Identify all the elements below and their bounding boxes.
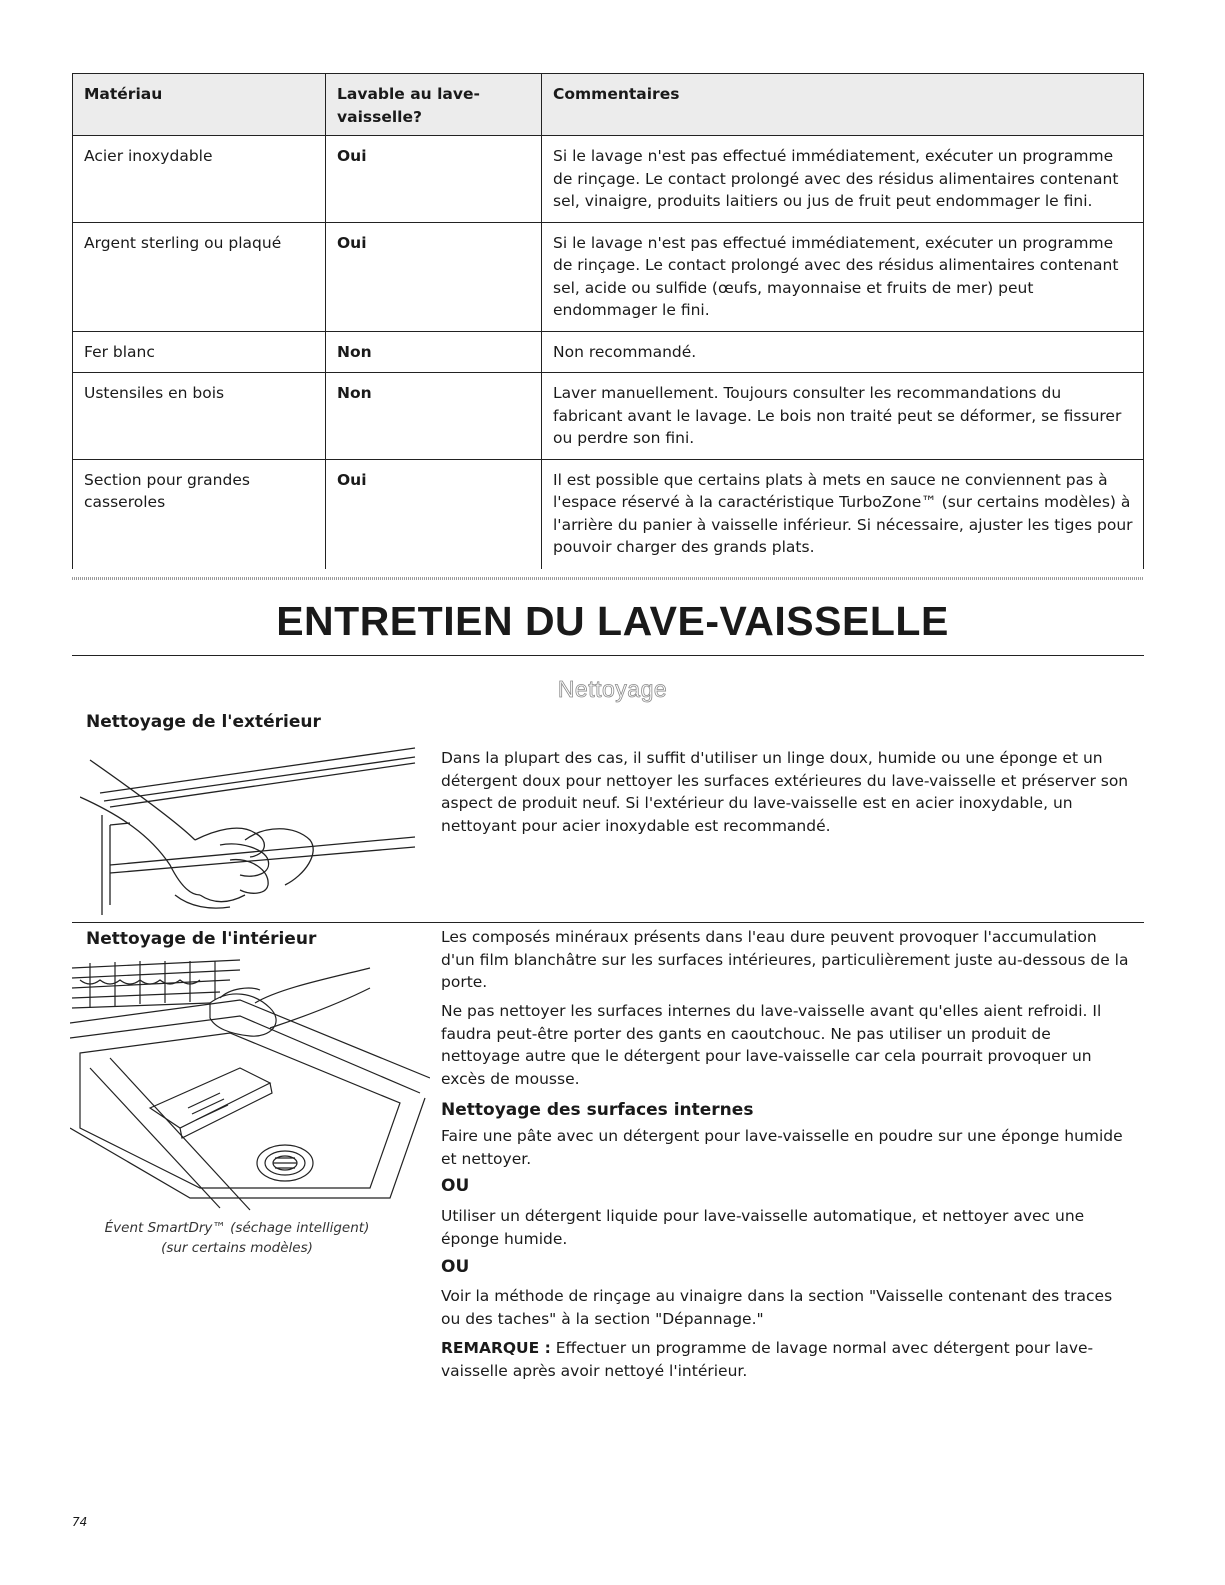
material-cell: Section pour grandes casseroles — [73, 459, 326, 569]
washable-cell: Non — [326, 373, 542, 460]
material-cell: Ustensiles en bois — [73, 373, 326, 460]
washable-cell: Oui — [326, 136, 542, 223]
table-row — [73, 222, 1144, 331]
interior-heading: Nettoyage de l'intérieur — [86, 929, 317, 949]
interior-cleaning-illustration — [70, 958, 430, 1213]
comment-cell: Il est possible que certains plats à mets en sauce ne conviennent pas à l'espace réservé à la caractéristique TurboZone™ (sur certains modèles) à l'arrière du panier à vaisselle inférieur. Si nécessaire, ajuster les tiges pour pouvoir charger des grands plats. — [542, 459, 1144, 569]
washable-cell: Oui — [326, 459, 542, 569]
exterior-heading: Nettoyage de l'extérieur — [86, 712, 321, 732]
material-cell: Acier inoxydable — [73, 136, 326, 223]
exterior-divider — [72, 922, 1144, 923]
or-label-2: OU — [441, 1257, 470, 1277]
comment-cell: Non recommandé. — [542, 331, 1144, 373]
note-label: REMARQUE : — [441, 1339, 551, 1357]
page-number: 74 — [72, 1515, 88, 1529]
table-row — [73, 459, 1144, 569]
washable-cell: Non — [326, 331, 542, 373]
section-divider — [72, 655, 1144, 656]
table-row — [73, 136, 1144, 223]
comment-cell: Si le lavage n'est pas effectué immédiatement, exécuter un programme de rinçage. Le contact prolongé avec des résidus alimentaires contenant sel, acide ou sulfide (œufs, mayonnaise et fruits de mer) peut endommager le fini. — [542, 222, 1144, 331]
caption-line-2: (sur certains modèles) — [161, 1240, 313, 1256]
interior-paragraph-2: Ne pas nettoyer les surfaces internes du lave-vaisselle avant qu'elles aient refroidi. Il faudra peut-être porter des gants en caoutchouc. Ne pas utiliser un produit de nettoyage autre que le détergent pour lave-vaisselle car cela pourrait provoquer un excès de mousse. — [441, 1002, 1102, 1088]
materials-table — [72, 73, 1144, 569]
interior-paragraph-1: Les composés minéraux présents dans l'eau dure peuvent provoquer l'accumulation d'un film blanchâtre sur les surfaces intérieures, particulièrement juste au-dessous de la porte. — [441, 928, 1129, 991]
table-row — [73, 373, 1144, 460]
header-comments: Commentaires — [542, 74, 1144, 136]
option-3-text: Voir la méthode de rinçage au vinaigre dans la section "Vaisselle contenant des traces ou des taches" à la section "Dépannage." — [441, 1287, 1113, 1328]
comment-cell: Laver manuellement. Toujours consulter les recommandations du fabricant avant le lavage. Le bois non traité peut se déformer, se fissurer ou perdre son fini. — [542, 373, 1144, 460]
table-bottom-rule — [72, 577, 1144, 580]
washable-cell: Oui — [326, 222, 542, 331]
table-row — [73, 331, 1144, 373]
option-2-text: Utiliser un détergent liquide pour lave-vaisselle automatique, et nettoyer avec une éponge humide. — [441, 1207, 1085, 1248]
or-label-1: OU — [441, 1176, 470, 1196]
note-text: Effectuer un programme de lavage normal avec détergent pour lave-vaisselle après avoir nettoyé l'intérieur. — [441, 1339, 1094, 1380]
caption-line-1: Évent SmartDry™ (séchage intelligent) — [104, 1220, 370, 1236]
exterior-cleaning-illustration — [80, 745, 420, 920]
figure-caption — [72, 1218, 402, 1258]
material-cell: Fer blanc — [73, 331, 326, 373]
exterior-text: Dans la plupart des cas, il suffit d'utiliser un linge doux, humide ou une éponge et un détergent doux pour nettoyer les surfaces extérieures du lave-vaisselle et préserver son aspect de produit neuf. Si l'extérieur du lave-vaisselle est en acier inoxydable, un nettoyant pour acier inoxydable est recommandé. — [441, 749, 1129, 835]
subsection-title: Nettoyage — [557, 676, 668, 702]
comment-cell: Si le lavage n'est pas effectué immédiatement, exécuter un programme de rinçage. Le contact prolongé avec des résidus alimentaires contenant sel, vinaigre, produits laitiers ou jus de fruit peut endommager le fini. — [542, 136, 1144, 223]
header-washable: Lavable au lave-vaisselle? — [326, 74, 542, 136]
header-material: Matériau — [73, 74, 326, 136]
table-header-row — [73, 74, 1144, 136]
note-paragraph — [441, 1337, 1131, 1382]
option-1-text: Faire une pâte avec un détergent pour lave-vaisselle en poudre sur une éponge humide et nettoyer. — [441, 1127, 1123, 1168]
material-cell: Argent sterling ou plaqué — [73, 222, 326, 331]
internal-surfaces-heading: Nettoyage des surfaces internes — [441, 1100, 754, 1120]
section-title: ENTRETIEN DU LAVE-VAISSELLE — [276, 598, 949, 644]
